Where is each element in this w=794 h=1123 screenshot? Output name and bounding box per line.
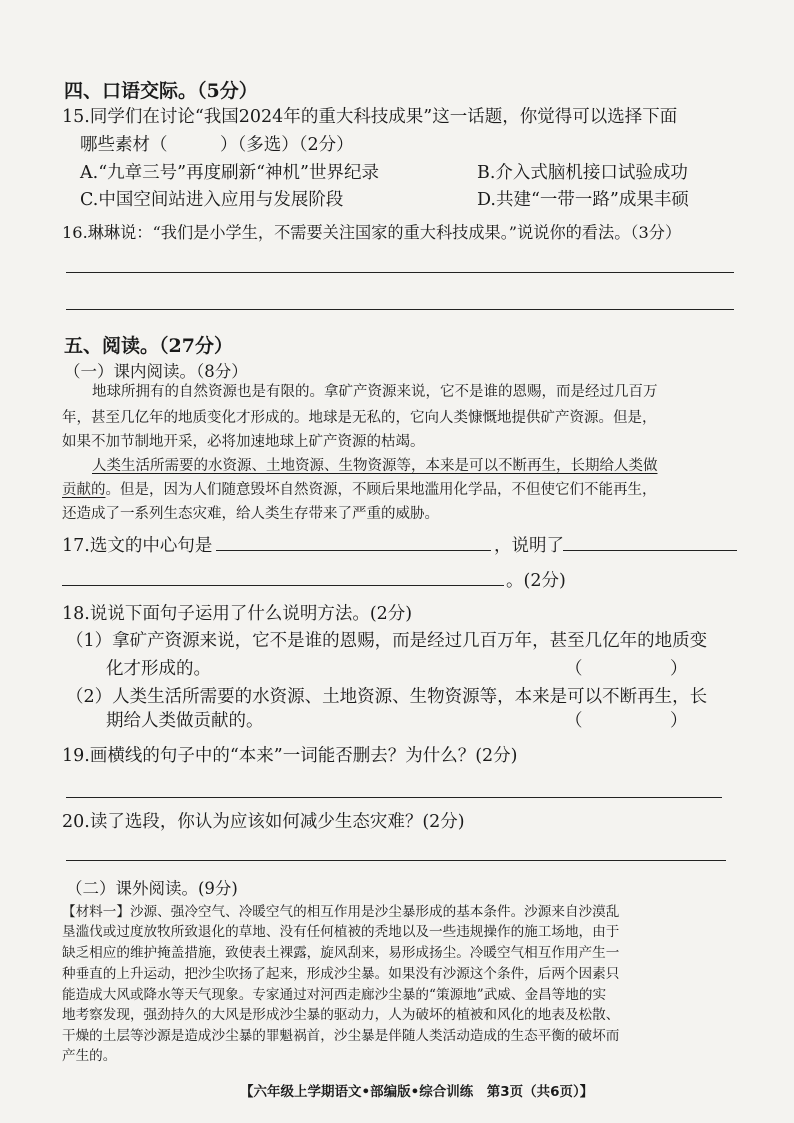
answer-paren-18-1: （ ）	[565, 659, 688, 679]
answer-line-19	[66, 797, 722, 798]
passage-line3: 如果不加节制地开采，必将加速地球上矿产资源的枯竭。	[62, 434, 425, 450]
material-1-line3: 缺乏相应的维护掩盖措施，致使表土裸露，旋风刮来，易形成扬尘。冷暖空气相互作用产生一	[62, 945, 620, 961]
page-footer: 【六年级上学期语文•部编版•综合训练 第3页（共6页）】	[240, 1084, 594, 1100]
question-18-sentence1-line2: 化才形成的。	[106, 659, 211, 679]
question-17-middle: ，说明了	[494, 536, 564, 556]
answer-line-16b	[66, 309, 734, 310]
passage-line2: 年，甚至几亿年的地质变化才形成的。地球是无私的，它向人类慷慨地提供矿产资源。但是，	[62, 410, 657, 426]
question-18-sentence2-line1: （2）人类生活所需要的水资源、土地资源、生物资源等，本来是可以不断再生，长	[66, 687, 708, 707]
material-1-line7: 干燥的土层等沙源是造成沙尘暴的罪魁祸首，沙尘暴是伴随人类活动造成的生态平衡的破坏而	[62, 1028, 620, 1044]
material-1-line2: 垦滥伐或过度放牧所致退化的草地、没有任何植被的秃地以及一些违规操作的施工场地，由于	[62, 924, 620, 940]
answer-blank-17c	[62, 585, 504, 586]
answer-line-16a	[66, 272, 734, 273]
material-1-line5: 能造成大风或降水等天气现象。专家通过对河西走廊沙尘暴的“策源地”武威、金昌等地的实	[62, 987, 607, 1003]
question-16: 16.琳琳说：“我们是小学生，不需要关注国家的重大科技成果。”说说你的看法。（3分）	[62, 223, 682, 242]
material-1-line1: 【材料一】沙源、强冷空气、冷暖空气的相互作用是沙尘暴形成的基本条件。沙源来自沙漠乱	[62, 904, 620, 920]
question-15-line1: 15.同学们在讨论“我国2024年的重大科技成果”这一话题，你觉得可以选择下面	[62, 107, 678, 127]
material-1-line4: 种垂直的上升运动，把沙尘吹扬了起来，形成沙尘暴。如果没有沙源这个条件，后两个因素只	[62, 966, 620, 982]
question-18-stem: 18.说说下面句子运用了什么说明方法。(2分)	[62, 604, 413, 624]
passage-underlined-line2: 贡献的	[62, 482, 106, 498]
section-5-heading: 五、阅读。（27分）	[64, 335, 233, 357]
option-d: D.共建“一带一路”成果丰硕	[477, 190, 689, 210]
answer-blank-17b	[563, 550, 737, 551]
passage-line6: 还造成了一系列生态灾难，给人类生存带来了严重的威胁。	[62, 506, 439, 522]
question-18-sentence1-line1: （1）拿矿产资源来说，它不是谁的恩赐，而是经过几百万年，甚至几亿年的地质变	[66, 631, 708, 651]
question-19: 19.画横线的句子中的“本来”一词能否删去？为什么？(2分)	[62, 746, 518, 766]
part-1-heading: （一）课内阅读。（8分）	[64, 362, 248, 381]
passage-underlined-line1: 人类生活所需要的水资源、土地资源、生物资源等，本来是可以不断再生，长期给人类做	[92, 458, 658, 474]
material-1-line8: 产生的。	[62, 1048, 117, 1064]
question-18-sentence2-line2: 期给人类做贡献的。	[106, 711, 264, 731]
answer-line-20	[66, 860, 726, 861]
option-a: A.“九章三号”再度刷新“神机”世界纪录	[80, 163, 379, 183]
passage-line5-rest: 。但是，因为人们随意毁坏自然资源，不顾后果地滥用化学品，不但使它们不能再生，	[105, 482, 657, 498]
question-17-prefix: 17.选文的中心句是	[62, 536, 213, 556]
part-2-heading: （二）课外阅读。(9分)	[66, 879, 238, 898]
material-1-line6: 地考察发现，强劲持久的大风是形成沙尘暴的驱动力，人为破坏的植被和风化的地表及松散、	[62, 1007, 620, 1023]
question-20: 20.读了选段，你认为应该如何减少生态灾难？(2分)	[62, 812, 465, 832]
option-b: B.介入式脑机接口试验成功	[477, 163, 688, 183]
passage-line1: 地球所拥有的自然资源也是有限的。拿矿产资源来说，它不是谁的恩赐，而是经过几百万	[92, 384, 658, 400]
section-4-heading: 四、口语交际。（5分）	[64, 80, 258, 102]
question-15-line2: 哪些素材（ ）（多选）（2分）	[80, 135, 354, 155]
question-17-score: 。(2分)	[506, 571, 566, 591]
answer-blank-17a	[216, 550, 491, 551]
option-c: C.中国空间站进入应用与发展阶段	[80, 190, 344, 210]
answer-paren-18-2: （ ）	[565, 711, 688, 731]
